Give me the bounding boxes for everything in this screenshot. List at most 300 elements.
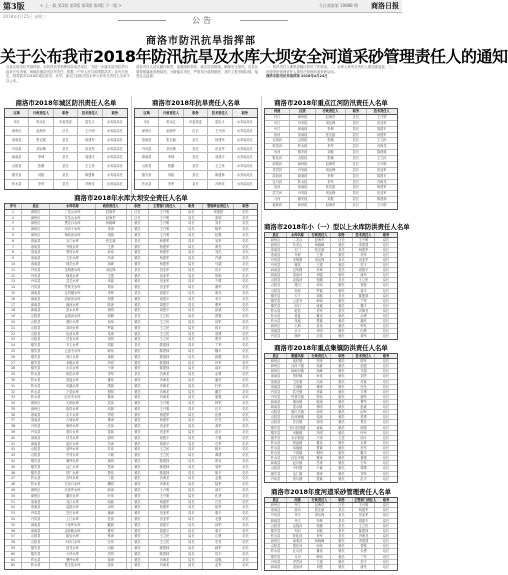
table-cell: 镇长: [127, 227, 150, 232]
table-cell: 站长: [382, 394, 390, 399]
table-cell: 局长: [181, 442, 204, 447]
table-cell: 镇长: [331, 560, 353, 564]
table-header-cell: 职务: [181, 204, 204, 209]
issuer-name: 商洛市防汛抗旱指挥部: [146, 36, 256, 47]
table-cell: 刘振: [316, 197, 346, 202]
table-cell: 站长: [382, 564, 390, 569]
table-cell: 县长: [346, 121, 366, 126]
table-cell: 镇长: [127, 540, 150, 545]
table-cell: 冯海龙: [149, 476, 180, 481]
table-cell: 镇安县: [265, 436, 287, 440]
table-cell: 水务局局长: [106, 173, 123, 178]
table-cell: 县长: [54, 171, 78, 179]
table-cell: 15: [5, 291, 22, 296]
table-cell: 郑伟: [309, 395, 331, 399]
table-cell: 站长: [242, 441, 249, 446]
table-cell: 40: [5, 436, 22, 441]
table-cell: 山阳县: [265, 415, 287, 419]
table-cell: 东龙山: [287, 243, 309, 247]
table-cell: 金丝峡水库: [50, 529, 95, 534]
table-cell: 方勇: [353, 390, 375, 394]
table-cell: 景村镇: [287, 374, 309, 378]
table-cell: 商州区: [265, 324, 287, 328]
table-cell: 洛南县: [265, 374, 287, 378]
table-cell: 商南县: [265, 268, 287, 272]
table-cell: 53: [5, 511, 22, 516]
table-cell: 站长: [242, 493, 249, 498]
table-cell: 棣花: [287, 263, 309, 267]
table-cell: 镇长: [331, 359, 353, 363]
drought-table: [134, 98, 258, 190]
table-cell: 站长: [242, 221, 249, 226]
table-cell: 余勇: [353, 314, 375, 318]
table-cell: 傅涛: [309, 385, 331, 389]
table-cell: 十里坪水库: [50, 523, 95, 528]
table-cell: 邹军: [203, 465, 234, 470]
table-cell: 局长: [181, 297, 204, 302]
table-cell: 蔡勇: [203, 332, 234, 337]
table-cell: 镇长: [127, 274, 150, 279]
table-cell: 站长: [242, 331, 249, 336]
table-cell: 米粮水库: [50, 361, 95, 366]
table-cell: 镇安县: [22, 459, 50, 464]
table-cell: 张宏斌: [309, 508, 331, 512]
table-cell: 商州区: [135, 127, 159, 135]
table-cell: 李坤: [96, 291, 127, 296]
table-cell: 李坤: [309, 519, 331, 523]
table-cell: 杨建军: [149, 500, 180, 505]
table-cell: 小河口水库: [50, 540, 95, 545]
table-cell: 商南县: [5, 153, 29, 161]
table-cell: 冯海龙: [149, 384, 180, 389]
table-cell: 何伟: [309, 283, 331, 287]
table-cell: 局长: [181, 488, 204, 493]
table-cell: 局长: [181, 534, 204, 539]
table-cell: 站长: [242, 470, 249, 475]
table-cell: 蔡勇: [353, 415, 375, 419]
table-cell: 站长: [382, 359, 390, 364]
table-cell: 卢斌: [96, 453, 127, 458]
table-cell: 蒋平: [203, 326, 234, 331]
intro-column-1: 各县区防汛抗旱指挥部、市防汛抗旱指挥部各成员单位：为进一步落实防汛抗旱行政首长负责制，明确各级防汛抗旱责任，根据《中华人民共和国防洪法》及有关规定，现将我市2018年城区防汛、抗旱、重点江河防汛及水库大坝安全责任人名单予以公布。: [6, 65, 130, 83]
table-cell: 丁军: [203, 343, 234, 348]
table-cell: 王兴明: [149, 233, 180, 238]
table-cell: 41: [5, 442, 22, 447]
table-cell: 阎平: [203, 366, 234, 371]
table-cell: 石门水库: [50, 239, 95, 244]
table-cell: 许斌: [203, 256, 234, 261]
table-cell: 冯海龙: [149, 563, 180, 569]
table-cell: 站长: [242, 406, 249, 411]
table-cell: 镇长: [331, 441, 353, 445]
table-cell: 王兴明: [149, 221, 180, 226]
table-cell: 站长: [382, 445, 390, 450]
table-cell: 王兴明: [376, 114, 387, 119]
table-cell: 县长: [54, 136, 78, 144]
table-cell: 沈伟: [309, 334, 331, 339]
section-banner: [118, 14, 288, 26]
table-cell: 罗斌: [309, 289, 331, 293]
table-cell: 旬河: [265, 150, 290, 155]
table-cell: 站长: [382, 435, 390, 440]
table-cell: 镇长: [127, 332, 150, 337]
table-cell: 县长: [331, 534, 353, 538]
table-cell: 陈建林: [208, 171, 232, 179]
table-cell: 田亚军: [149, 274, 180, 279]
table-cell: 主任: [331, 436, 353, 440]
table-cell: 冯明: [96, 361, 127, 366]
table-cell: 田亚军: [149, 268, 180, 273]
table-cell: 站长: [382, 369, 390, 374]
table-header-cell: 行政责任人: [29, 109, 53, 117]
table-cell: 柞水县: [22, 395, 50, 400]
table-cell: 局长: [181, 436, 204, 441]
table-cell: 李军: [316, 144, 346, 149]
table-cell: 李涛: [96, 227, 127, 232]
table-cell: 丹凤县: [22, 424, 50, 429]
table-cell: 任亮: [353, 385, 375, 389]
table-cell: 乾佑河: [287, 534, 309, 538]
table-cell: 田亚军: [353, 513, 375, 517]
table-cell: 洛南县: [265, 380, 287, 384]
table-cell: 柞水县: [22, 378, 50, 383]
table-cell: 柞水县: [265, 549, 287, 553]
table-row: [135, 127, 257, 136]
table-cell: 萧斌: [96, 384, 127, 389]
table-cell: 彭明: [96, 436, 127, 441]
table-cell: 丹江: [265, 115, 290, 120]
table-cell: 站长: [242, 314, 249, 319]
table-cell: 县长: [331, 524, 353, 528]
table-header-cell: 技术责任人: [78, 109, 102, 117]
table-cell: 市委常委: [184, 118, 208, 126]
table-cell: 李斌: [96, 279, 127, 284]
table-cell: 宋明: [96, 337, 127, 342]
table-cell: 站长: [242, 430, 249, 435]
table-cell: 商州区: [5, 127, 29, 135]
table-cell: 冯海龙: [376, 144, 387, 149]
table-cell: 站长: [242, 360, 249, 365]
table-cell: 唐亮: [353, 565, 375, 570]
table-cell: 山阳县: [22, 326, 50, 331]
table-cell: 10: [5, 262, 22, 267]
table-cell: 镇长: [127, 250, 150, 255]
table-cell: 站长: [382, 318, 390, 323]
table-cell: 镇长: [331, 314, 353, 318]
table-cell: 何伟: [309, 410, 331, 414]
table-cell: 县长: [346, 174, 366, 179]
table-header-cell: 技术责任人: [353, 233, 375, 237]
table-cell: 区长: [346, 162, 366, 167]
table-cell: 城关水库: [50, 262, 95, 267]
table-cell: 镇长: [127, 285, 150, 290]
table-cell: 柞水县: [22, 563, 50, 569]
table-cell: 冯海龙: [353, 309, 375, 313]
table-cell: 镇安县: [265, 304, 287, 308]
table-cell: 龙驹寨水库: [50, 268, 95, 273]
table-cell: 水务局局长: [106, 164, 123, 169]
table-cell: 站长: [382, 243, 390, 248]
table-cell: 站长: [382, 263, 390, 268]
table-cell: 局长: [181, 390, 204, 395]
table-header-cell: 县区: [265, 233, 287, 237]
table-cell: 陈建林: [353, 529, 375, 533]
table-cell: 山阳县: [265, 466, 287, 470]
table-cell: 张宏斌: [96, 239, 127, 244]
table-cell: 镇长: [331, 263, 353, 267]
table-header-cell: 职务: [184, 109, 208, 117]
table-cell: 田亚军: [376, 120, 387, 125]
table-cell: 夜村水库: [50, 407, 95, 412]
table-cell: 柞水县: [22, 372, 50, 377]
table-cell: 叶伟: [96, 494, 127, 499]
table-cell: 站长: [382, 544, 390, 549]
table-cell: 55: [5, 523, 22, 528]
table-cell: 镇长: [127, 308, 150, 313]
table-cell: 寺坡: [287, 253, 309, 257]
table-cell: 丹凤段: [290, 168, 315, 173]
table-cell: 达仁水库: [50, 465, 95, 470]
table-cell: 镇长: [331, 426, 353, 430]
table-cell: 余勇: [203, 372, 234, 377]
top-bar: [0, 0, 402, 13]
table-cell: 站长: [382, 451, 390, 456]
table-cell: 镇安段: [290, 197, 315, 202]
table-cell: 25: [5, 349, 22, 354]
table-cell: 李涛: [309, 359, 331, 363]
table-cell: 柞水县: [22, 482, 50, 487]
table-cell: 田亚军: [149, 511, 180, 516]
table-cell: 孔勇: [203, 494, 234, 499]
table-cell: 丹凤县: [265, 334, 287, 339]
table-cell: 站长: [242, 227, 249, 232]
table-cell: 镇长: [331, 431, 353, 435]
table-cell: 张鹏: [316, 138, 346, 143]
table-cell: 局长: [382, 238, 390, 243]
table-cell: 丹江: [265, 121, 290, 126]
table-cell: 局长: [181, 418, 204, 423]
table-cell: 山阳县: [265, 410, 287, 414]
table-cell: 县长: [127, 343, 150, 348]
table-cell: 21: [5, 326, 22, 331]
table-cell: 姜军: [353, 334, 375, 339]
table-cell: 站长: [382, 283, 390, 288]
intro-column-2: 请各责任人切实履行职责，加强组织领导，落实防汛措施，确保安全度汛。各县区要按照属地管理原则，分级落实责任，严格执行值班制度，及时上报汛情险情，接受社会监督。: [136, 65, 259, 79]
table-cell: 宋明: [309, 420, 331, 424]
table-grid: [134, 108, 258, 190]
table-cell: 局长: [181, 517, 204, 522]
table-cell: 镇安县: [265, 294, 287, 298]
table-cell: 镇长: [127, 297, 150, 302]
table-cell: 王立民: [149, 326, 180, 331]
table-cell: 汪伟: [96, 540, 127, 545]
table-cell: 商南县: [265, 565, 287, 570]
table-cell: 站长: [242, 418, 249, 423]
table-cell: 蔡涛: [96, 465, 127, 470]
table-cell: 县长: [346, 138, 366, 143]
table-cell: 谢军: [353, 395, 375, 399]
table-cell: 郭永红: [159, 118, 183, 126]
table-cell: 刘运锋: [309, 513, 331, 517]
table-cell: 镇长: [127, 511, 150, 516]
table-cell: 县长: [346, 133, 366, 138]
table-cell: 王兴明: [208, 127, 232, 135]
table-cell: 镇长: [331, 446, 353, 450]
table-cell: 李坤: [29, 153, 53, 161]
table-cell: 王建: [309, 560, 331, 564]
table-cell: 镇长: [127, 546, 150, 551]
table-cell: 站长: [242, 395, 249, 400]
table-cell: 山阳县: [22, 332, 50, 337]
table-cell: 卢斌: [309, 466, 331, 470]
table-cell: 镇长: [331, 565, 353, 570]
table-cell: 局长: [181, 227, 204, 232]
table-cell: 洛南县: [5, 136, 29, 144]
table-cell: 34: [5, 401, 22, 406]
table-cell: 方强: [203, 436, 234, 441]
table-cell: 曹涛: [96, 395, 127, 400]
table-grid: [4, 203, 258, 570]
table-cell: 柞水段: [290, 144, 315, 149]
table-cell: 刘运锋: [96, 268, 127, 273]
table-cell: 镇长: [127, 430, 150, 435]
table-cell: 镇长: [127, 395, 150, 400]
table-cell: 罗斌: [96, 326, 127, 331]
table-cell: 漫川: [287, 283, 309, 287]
table-cell: 钟涛: [96, 534, 127, 539]
table-cell: 薛强: [203, 355, 234, 360]
table-cell: 田亚军: [376, 167, 387, 172]
table-cell: 周建平: [353, 268, 375, 272]
table-cell: 马超: [353, 369, 375, 373]
table-cell: 过风楼水库: [50, 291, 95, 296]
table-cell: 商州区: [265, 243, 287, 247]
table-cell: 站长: [242, 505, 249, 510]
table-cell: 站长: [382, 476, 390, 481]
table-cell: 杨建军: [149, 418, 180, 423]
table-cell: 田斌: [96, 546, 127, 551]
table-cell: 镇长: [127, 476, 150, 481]
table-cell: 邱军: [353, 410, 375, 414]
table-cell: 54: [5, 517, 22, 522]
table-cell: 丁军: [353, 555, 375, 559]
table-cell: 33: [5, 395, 22, 400]
table-cell: 镇长: [331, 380, 353, 384]
table-cell: 站长: [242, 366, 249, 371]
table-cell: 镇安县: [22, 349, 50, 354]
table-cell: 王兴明: [149, 210, 180, 215]
table-cell: 站长: [242, 412, 249, 417]
table-cell: 局长: [181, 326, 204, 331]
table-cell: 张鹏: [309, 278, 331, 282]
table-cell: 龙驹寨: [287, 258, 309, 262]
table-cell: 站长: [382, 466, 390, 471]
table-cell: 局长: [181, 476, 204, 481]
table-cell: 23: [5, 337, 22, 342]
table-cell: 李坤: [159, 153, 183, 161]
table-cell: 丹凤县: [22, 517, 50, 522]
table-cell: 廖亮: [203, 459, 234, 464]
table-cell: 局长: [181, 303, 204, 308]
table-cell: 东龙山水库: [50, 216, 95, 221]
table-cell: 县长: [346, 127, 366, 132]
table-cell: 姜军: [203, 424, 234, 429]
table-cell: 董伟: [309, 314, 331, 318]
table-cell: 45: [5, 465, 22, 470]
table-cell: 周建平: [149, 529, 180, 534]
table-cell: 灵口水库: [50, 500, 95, 505]
urban-flood-table: [4, 98, 128, 190]
table-cell: 曾强: [203, 314, 234, 319]
table-cell: 法官镇: [287, 420, 309, 424]
table-cell: 洛南县: [22, 413, 50, 418]
table-header-cell: 主管部门责任人: [149, 204, 180, 209]
table-cell: 柞水县: [265, 446, 287, 450]
table-cell: 市区: [135, 118, 159, 126]
table-cell: 山阳县: [22, 447, 50, 452]
table-cell: 王兴明: [149, 407, 180, 412]
table-cell: 县长: [331, 529, 353, 533]
table-cell: 局长: [181, 349, 204, 354]
table-cell: 唐斌: [96, 355, 127, 360]
table-cell: 王立民: [376, 138, 387, 143]
table-cell: 站长: [382, 415, 390, 420]
table-cell: 站长: [382, 374, 390, 379]
table-cell: 贾伟: [96, 471, 127, 476]
table-cell: 陈建林: [149, 546, 180, 551]
table-cell: 站长: [382, 405, 390, 410]
table-cell: 下梁水库: [50, 390, 95, 395]
table-cell: 王立民: [353, 524, 375, 528]
table-cell: 色河水库: [50, 332, 95, 337]
table-header-cell: 职务: [346, 109, 366, 114]
table-cell: 镇长: [331, 374, 353, 378]
table-cell: 王立民: [149, 337, 180, 342]
table-cell: 38: [5, 424, 22, 429]
table-cell: 51: [5, 500, 22, 505]
table-cell: 水务局局长: [236, 173, 253, 178]
table-cell: 中村镇: [287, 466, 309, 470]
table-cell: 丹凤县: [22, 279, 50, 284]
table-row: [5, 127, 127, 136]
table-row: [5, 145, 127, 154]
table-cell: 金钱河水库: [50, 314, 95, 319]
table-cell: 镇长: [331, 273, 353, 277]
table-cell: 潘涛: [96, 511, 127, 516]
table-cell: 洛南县: [265, 508, 287, 512]
table-cell: 镇安县: [22, 366, 50, 371]
table-cell: 站长: [382, 430, 390, 435]
page-nav-links[interactable]: < 上一版 第1版 第2版 第3版 第4版 下一版 >: [40, 3, 122, 8]
table-header-cell: 职务: [331, 233, 353, 237]
table-cell: 水务局局长: [106, 182, 123, 186]
table-cell: 商南县: [265, 405, 287, 409]
sand-mining-table: [264, 487, 398, 571]
table-cell: 刘振: [96, 343, 127, 348]
table-cell: 刘振: [316, 150, 346, 155]
table-cell: 刘平: [203, 221, 234, 226]
table-cell: 商南县: [265, 400, 287, 404]
table-cell: 王立民: [149, 332, 180, 337]
table-cell: 局长: [181, 285, 204, 290]
table-cell: 商南县: [22, 303, 50, 308]
table-cell: 山阳段: [290, 138, 315, 143]
table-cell: 丹凤县: [22, 430, 50, 435]
table-grid: [264, 497, 398, 571]
table-cell: 局长: [181, 459, 204, 464]
table-cell: 局长: [181, 558, 204, 563]
table-cell: 王兴明: [149, 227, 180, 232]
